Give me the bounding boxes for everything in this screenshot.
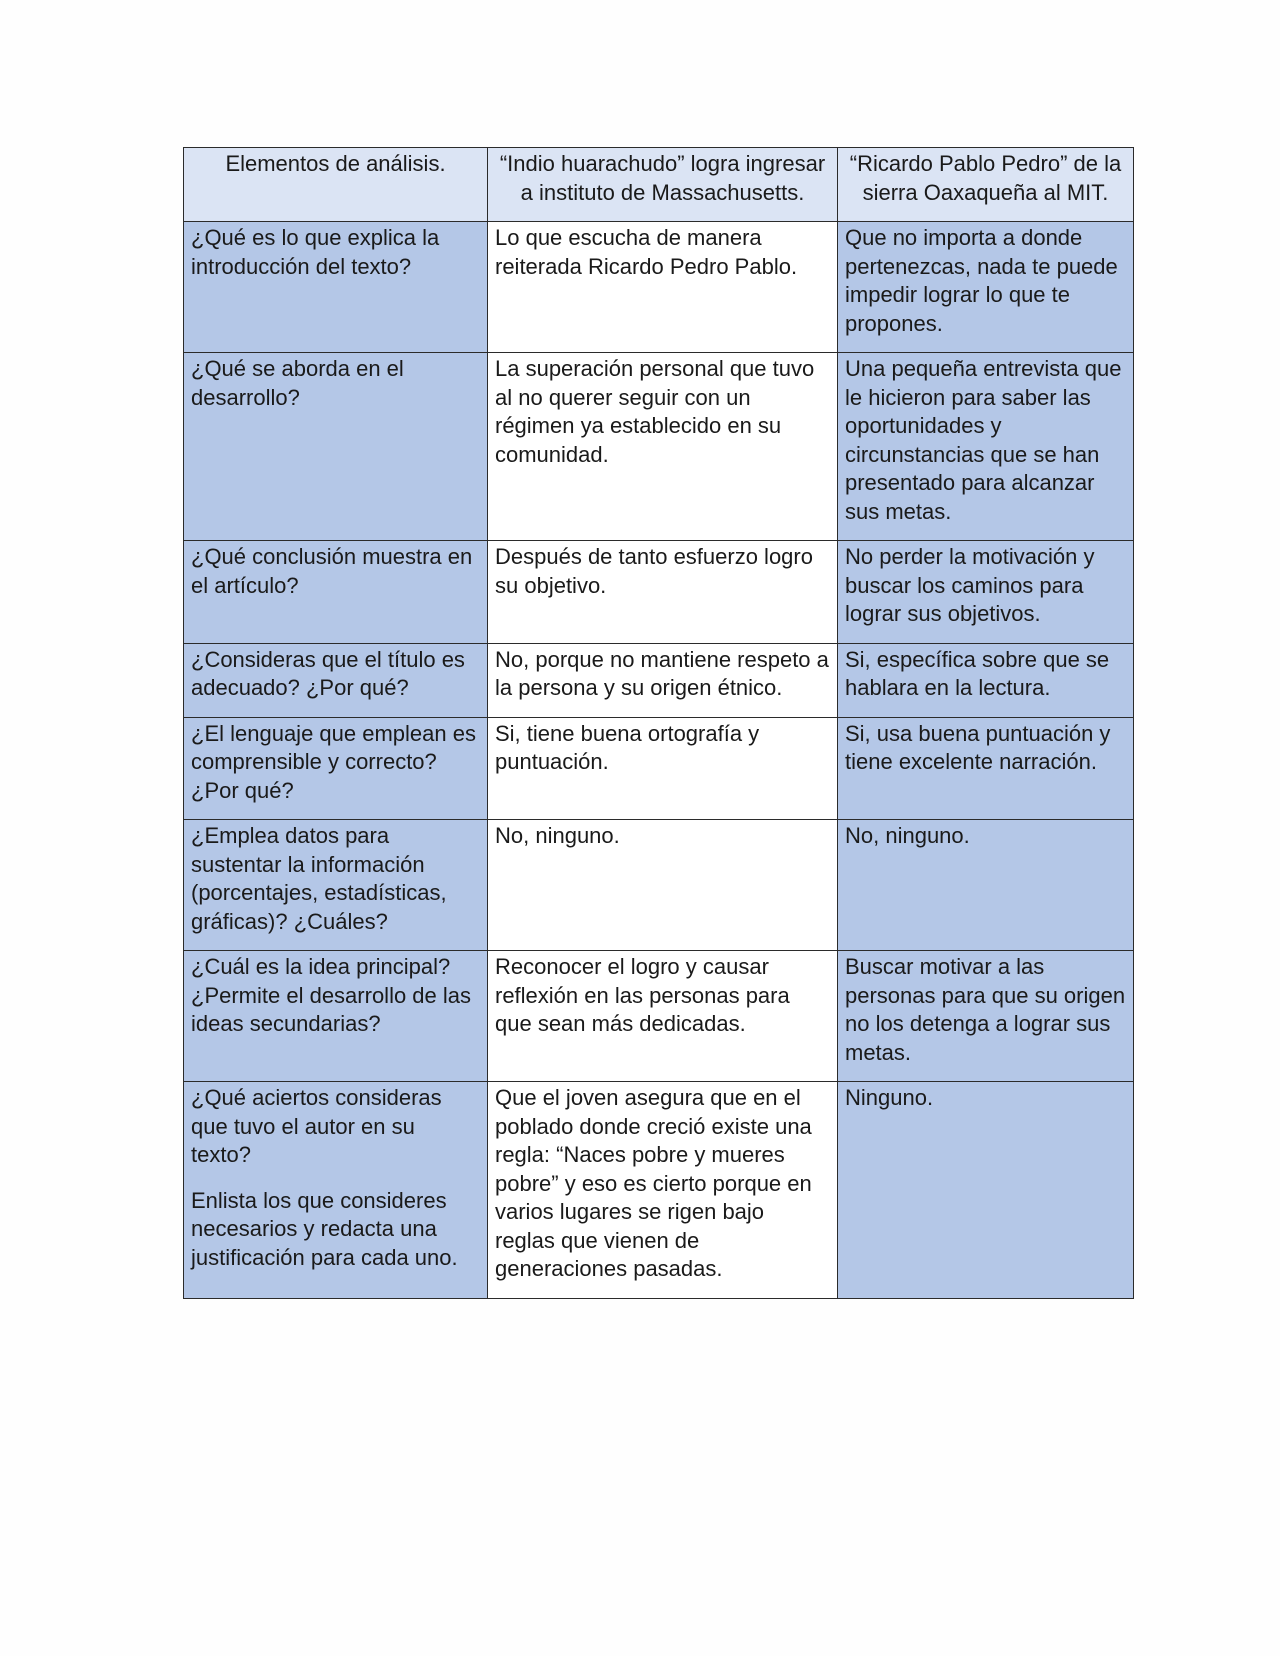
article-2-answer-cell: No perder la motivación y buscar los caminos para lograr sus objetivos. <box>838 541 1134 644</box>
article-1-answer-cell: Reconocer el logro y causar reflexión en las personas para que sean más dedicadas. <box>488 951 838 1082</box>
article-1-answer-cell: No, ninguno. <box>488 820 838 951</box>
header-cell-article-1: “Indio huarachudo” logra ingresar a instituto de Massachusetts. <box>488 148 838 222</box>
question-cell <box>184 643 488 717</box>
table-header-row <box>184 148 1134 222</box>
question-text: ¿Qué se aborda en el desarrollo? <box>191 356 404 410</box>
table-row <box>184 951 1134 1082</box>
question-text: ¿Emplea datos para sustentar la información (porcentajes, estadísticas, gráficas)? ¿Cuáles? <box>191 823 447 934</box>
question-cell <box>184 353 488 541</box>
article-1-answer-cell: Que el joven asegura que en el poblado donde creció existe una regla: “Naces pobre y mueres pobre” y eso es cierto porque en varios lugares se rigen bajo reglas que vienen de generaciones pasadas. <box>488 1082 838 1299</box>
article-2-answer-cell: Una pequeña entrevista que le hicieron para saber las oportunidades y circunstancias que se han presentado para alcanzar sus metas. <box>838 353 1134 541</box>
article-1-answer-cell: Si, tiene buena ortografía y puntuación. <box>488 717 838 820</box>
table-row <box>184 222 1134 353</box>
article-2-answer-cell: Que no importa a donde pertenezcas, nada te puede impedir lograr lo que te propones. <box>838 222 1134 353</box>
article-1-answer-cell: La superación personal que tuvo al no querer seguir con un régimen ya establecido en su comunidad. <box>488 353 838 541</box>
question-cell <box>184 717 488 820</box>
question-cell <box>184 820 488 951</box>
question-cell <box>184 1082 488 1299</box>
article-2-answer-cell: Si, usa buena puntuación y tiene excelente narración. <box>838 717 1134 820</box>
question-text: ¿Consideras que el título es adecuado? ¿Por qué? <box>191 646 465 700</box>
table-row <box>184 353 1134 541</box>
table-row <box>184 541 1134 644</box>
analysis-table <box>183 147 1134 1299</box>
article-1-answer-cell: No, porque no mantiene respeto a la persona y su origen étnico. <box>488 643 838 717</box>
article-1-answer-cell: Lo que escucha de manera reiterada Ricardo Pedro Pablo. <box>488 222 838 353</box>
question-text: ¿El lenguaje que emplean es comprensible y correcto? ¿Por qué? <box>191 720 476 803</box>
question-cell <box>184 541 488 644</box>
article-1-answer-cell: Después de tanto esfuerzo logro su objetivo. <box>488 541 838 644</box>
question-text: ¿Qué conclusión muestra en el artículo? <box>191 544 473 598</box>
question-cell <box>184 951 488 1082</box>
question-text: ¿Cuál es la idea principal? ¿Permite el desarrollo de las ideas secundarias? <box>191 954 472 1036</box>
table-row <box>184 1082 1134 1299</box>
article-2-answer-cell: Ninguno. <box>838 1082 1134 1299</box>
question-text: ¿Qué es lo que explica la introducción del texto? <box>191 225 440 279</box>
article-2-answer-cell: No, ninguno. <box>838 820 1134 951</box>
question-text: ¿Qué aciertos consideras que tuvo el autor en su texto? <box>191 1085 442 1167</box>
table-row <box>184 717 1134 820</box>
article-2-answer-cell: Buscar motivar a las personas para que su origen no los detenga a lograr sus metas. <box>838 951 1134 1082</box>
question-cell <box>184 222 488 353</box>
table-row <box>184 820 1134 951</box>
article-2-answer-cell: Si, específica sobre que se hablara en la lectura. <box>838 643 1134 717</box>
header-cell-article-2: “Ricardo Pablo Pedro” de la sierra Oaxaqueña al MIT. <box>838 148 1134 222</box>
header-cell-elements: Elementos de análisis. <box>184 148 488 222</box>
question-text: Enlista los que consideres necesarios y redacta una justificación para cada uno. <box>191 1187 458 1270</box>
table-row <box>184 643 1134 717</box>
